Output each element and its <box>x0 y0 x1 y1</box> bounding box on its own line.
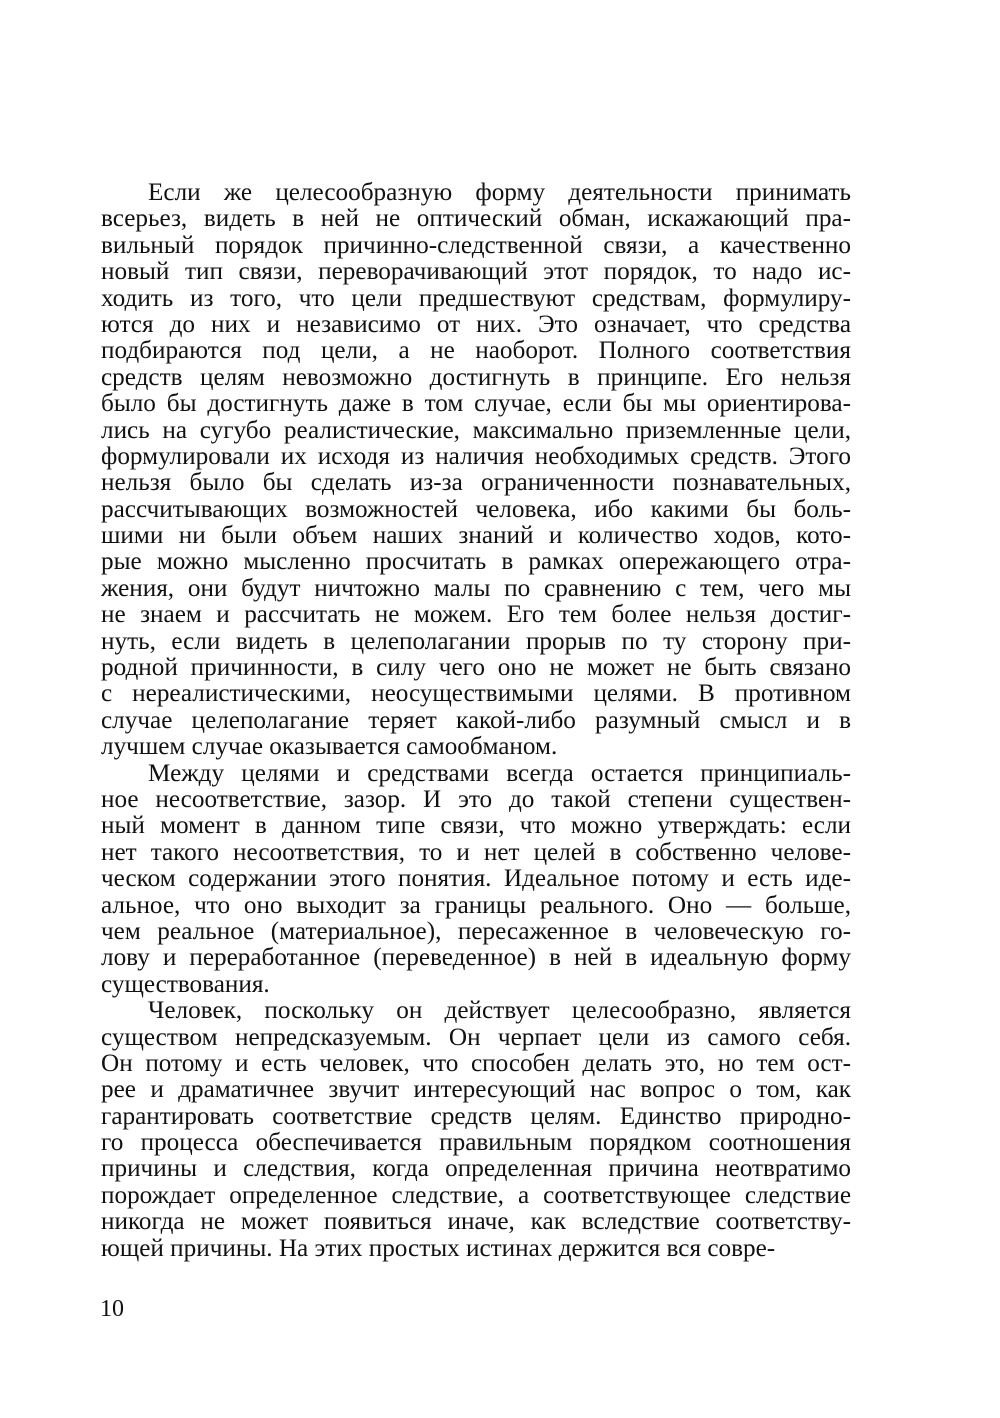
text-line: Если же целесообразную форму деятельности принимать <box>148 179 851 206</box>
paragraph <box>101 761 851 999</box>
text-line: ходить из того, что цели предшествуют средствам, формулиру- <box>101 284 851 312</box>
text-line: Человек, поскольку он действует целесообразно, является <box>148 997 851 1025</box>
text-line: ческом содержании этого понятия. Идеальное потому и есть иде- <box>101 865 851 893</box>
text-line: подбираются под цели, а не наоборот. Полного соответствия <box>101 337 851 365</box>
text-line: формулировали их исходя из наличия необходимых средств. Этого <box>101 442 851 470</box>
body-text <box>101 180 851 1262</box>
text-line: жения, они будут ничтожно малы по сравнению с тем, чего мы <box>101 574 851 602</box>
paragraph <box>101 180 851 761</box>
text-line: вильный порядок причинно-следственной связи, а качественно <box>101 231 851 259</box>
text-line: Он потому и есть человек, что способен делать это, но тем ост- <box>101 1049 851 1077</box>
text-line: существом непредсказуемым. Он черпает цели из самого себя. <box>101 1023 851 1051</box>
text-line: средств целям невозможно достигнуть в принципе. Его нельзя <box>101 363 851 391</box>
text-line: альное, что оно выходит за границы реального. Оно — больше, <box>101 891 851 919</box>
page-number: 10 <box>100 1296 124 1322</box>
text-line: ное несоответствие, зазор. И это до такой степени существен- <box>101 785 851 813</box>
text-line: ющей причины. На этих простых истинах держится вся совре- <box>101 1234 776 1262</box>
text-line: нет такого несоответствия, то и нет целей в собственно челове- <box>101 838 851 866</box>
text-line: причины и следствия, когда определенная причина неотвратимо <box>101 1155 851 1183</box>
text-line: го процесса обеспечивается правильным порядком соотношения <box>101 1129 851 1157</box>
text-line: нельзя было бы сделать из-за ограниченности познавательных, <box>101 469 851 497</box>
text-line: новый тип связи, переворачивающий этот порядок, то надо ис- <box>101 258 851 286</box>
text-line: порождает определенное следствие, а соответствующее следствие <box>101 1181 851 1209</box>
text-line: рые можно мысленно просчитать в рамках опережающего отра- <box>101 548 851 576</box>
text-line: лись на сугубо реалистические, максимально приземленные цели, <box>101 416 851 444</box>
text-line: лучшем случае оказывается самообманом. <box>101 733 558 761</box>
text-line: с нереалистическими, неосуществимыми целями. В противном <box>101 680 851 708</box>
text-line: рее и драматичнее звучит интересующий нас вопрос о том, как <box>101 1076 851 1104</box>
text-line: нуть, если видеть в целеполагании прорыв по ту сторону при- <box>101 627 851 655</box>
text-line: было бы достигнуть даже в том случае, если бы мы ориентирова- <box>101 390 851 418</box>
text-line: ный момент в данном типе связи, что можно утверждать: если <box>101 812 851 840</box>
text-line: случае целеполагание теряет какой-либо разумный смысл и в <box>101 706 851 734</box>
text-line: ются до них и независимо от них. Это означает, что средства <box>101 310 851 338</box>
text-line: лову и переработанное (переведенное) в ней в идеальную форму <box>101 944 851 972</box>
text-line: шими ни были объем наших знаний и количество ходов, кото- <box>101 522 851 550</box>
text-line: никогда не может появиться иначе, как вследствие соответству- <box>101 1208 851 1236</box>
text-line: рассчитывающих возможностей человека, ибо какими бы боль- <box>101 495 851 523</box>
text-line: чем реальное (материальное), пересаженное в человеческую го- <box>101 917 851 945</box>
text-line: родной причинности, в силу чего оно не может не быть связано <box>101 654 851 682</box>
text-line: не знаем и рассчитать не можем. Его тем более нельзя достиг- <box>101 601 851 629</box>
text-line: Между целями и средствами всегда остается принципиаль- <box>148 759 851 787</box>
text-line: гарантировать соответствие средств целям. Единство природно- <box>101 1102 851 1130</box>
text-line: существования. <box>101 970 270 998</box>
text-line: всерьез, видеть в ней не оптический обман, искажающий пра- <box>101 205 851 233</box>
paragraph <box>101 998 851 1262</box>
